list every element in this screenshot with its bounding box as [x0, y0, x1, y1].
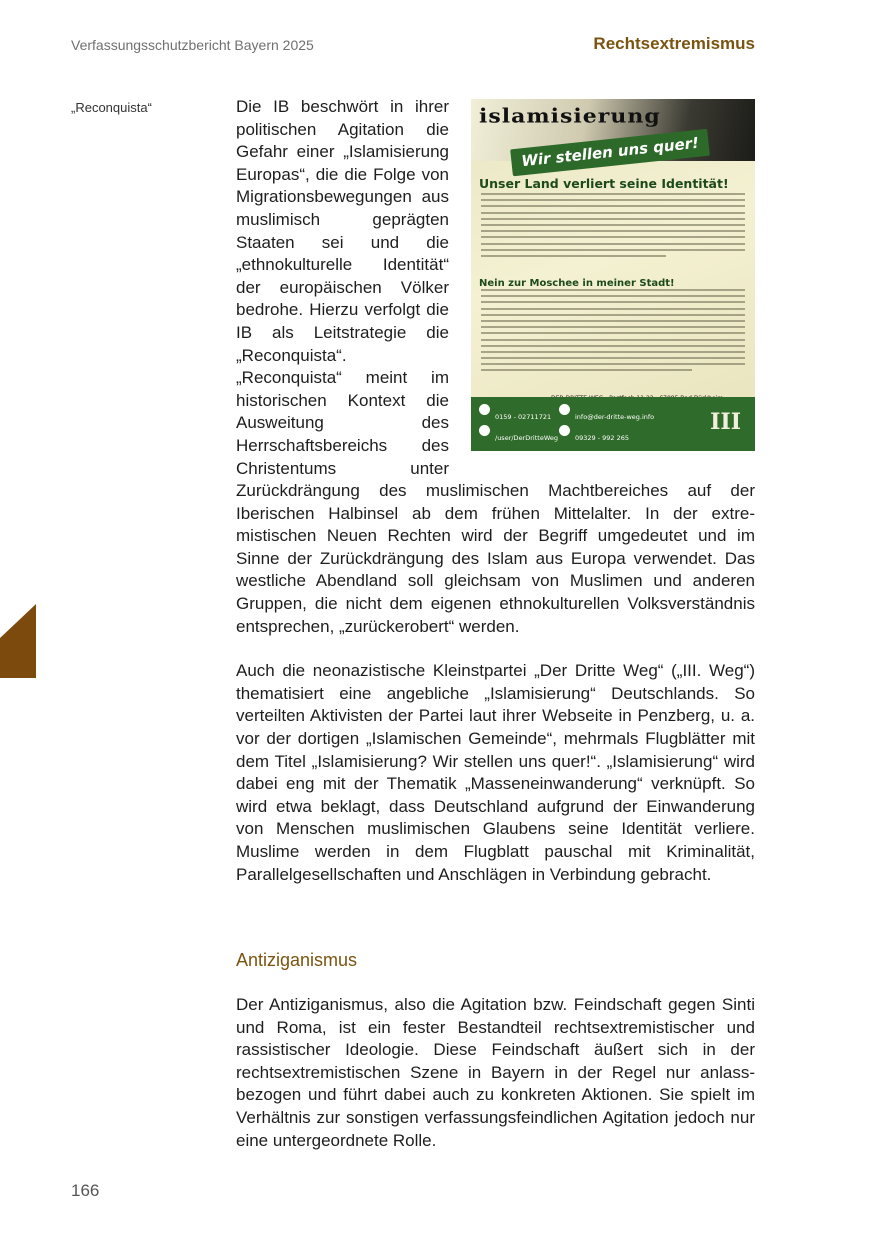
flyer-heading-1: Unser Land verliert seine Identität!	[479, 176, 729, 191]
margin-note: „Reconquista“	[71, 100, 152, 115]
mail-icon	[559, 404, 570, 415]
flyer-slogan: Wir stellen uns quer!	[510, 129, 710, 176]
flyer-emblem: III	[710, 409, 741, 435]
running-head-publication: Verfassungsschutzbericht Bayern 2025	[71, 37, 314, 53]
main-text-column	[236, 96, 755, 886]
telegram-icon	[479, 425, 490, 436]
flyer-text-block-1	[481, 193, 745, 261]
flyer-email: info@der-dritte-weg.info	[575, 413, 655, 421]
flyer-text-block-2	[481, 289, 745, 376]
page-number: 166	[71, 1181, 100, 1200]
flyer-phone: 0159 - 02711721	[495, 413, 552, 421]
flyer-web: /user/DerDritteWeg	[495, 434, 558, 442]
flyer-image	[471, 99, 755, 451]
paragraph-antiziganismus: Der Antiziganismus, also die Agitation bzw. Feindschaft gegen Sinti und Roma, ist ein fester Bestandteil rechtsextremistischer und rassistischer Ideologie. Diese Feindschaft äußert sich in der rechtsextremistischen Szene in Bayern in der Regel nur anlassbezogen und führt dabei auch zu konkreten Aktionen. Sie spielt im Verhältnis zur sonstigen verfassungsfeindlichen Agitation jedoch nur eine untergeordnete Rolle.	[236, 995, 755, 1150]
section-text-column	[236, 994, 755, 1152]
paragraph-reconquista: Die IB beschwört in ihrer politischen Agitation die Gefahr einer „Islamisierung Europas“, die die Folge von Migrationsbewegungen aus muslimisch geprägten Staaten sei und die „ethnokulturelle Identität“ der europäischen Völker bedrohe. Hierzu verfolgt die IB als Leitstrategie die „Reconquista“. „Reconquista“ meint im historischen Kontext die Ausweitung des Herrschaftsbereichs des Christentums unter Zurückdrängung des muslimischen Machtbereiches auf der Iberischen Halbinsel ab dem frühen Mittelalter. In der extremistischen Neuen Rechten wird der Begriff umgedeutet und im Sinne der Zurückdrängung des Islam aus Europa verwendet. Das westliche Abendland soll gleichsam von Muslimen und anderen Gruppen, die nicht dem eigenen ethnokulturellen Volksverständnis entsprechen, „zurückerobert“ werden.	[236, 97, 755, 636]
flyer-title: islamisierung	[479, 104, 661, 128]
running-head-chapter: Rechtsextremismus	[593, 34, 755, 53]
phone-icon	[479, 404, 490, 415]
flyer-heading-2: Nein zur Moschee in meiner Stadt!	[479, 278, 675, 289]
chapter-edge-marker	[0, 604, 36, 678]
flyer-phone-2: 09329 - 992 265	[575, 434, 630, 442]
section-heading: Antiziganismus	[236, 950, 358, 970]
paragraph-dritter-weg: Auch die neonazistische Kleinstpartei „Der Dritte Weg“ („III. Weg“) thematisiert eine angebliche „Islamisierung“ Deutschlands. So verteilten Aktivisten der Partei laut ihrer Webseite in Penzberg, u. a. vor der dortigen „Islamischen Gemeinde“, mehrmals Flugblätter mit dem Titel „Islamisierung? Wir stellen uns quer!“. „Islamisierung“ wird dabei eng mit der Thematik „Masseneinwanderung“ verknüpft. So wird etwa beklagt, dass Deutschland aufgrund der Einwanderung von Menschen muslimischen Glaubens seine Identität verliere. Muslime werden in dem Flugblatt pauschal mit Kriminalität, Parallelgesellschaften und Anschlägen in Verbindung gebracht.	[236, 661, 755, 884]
phone-icon-2	[559, 425, 570, 436]
